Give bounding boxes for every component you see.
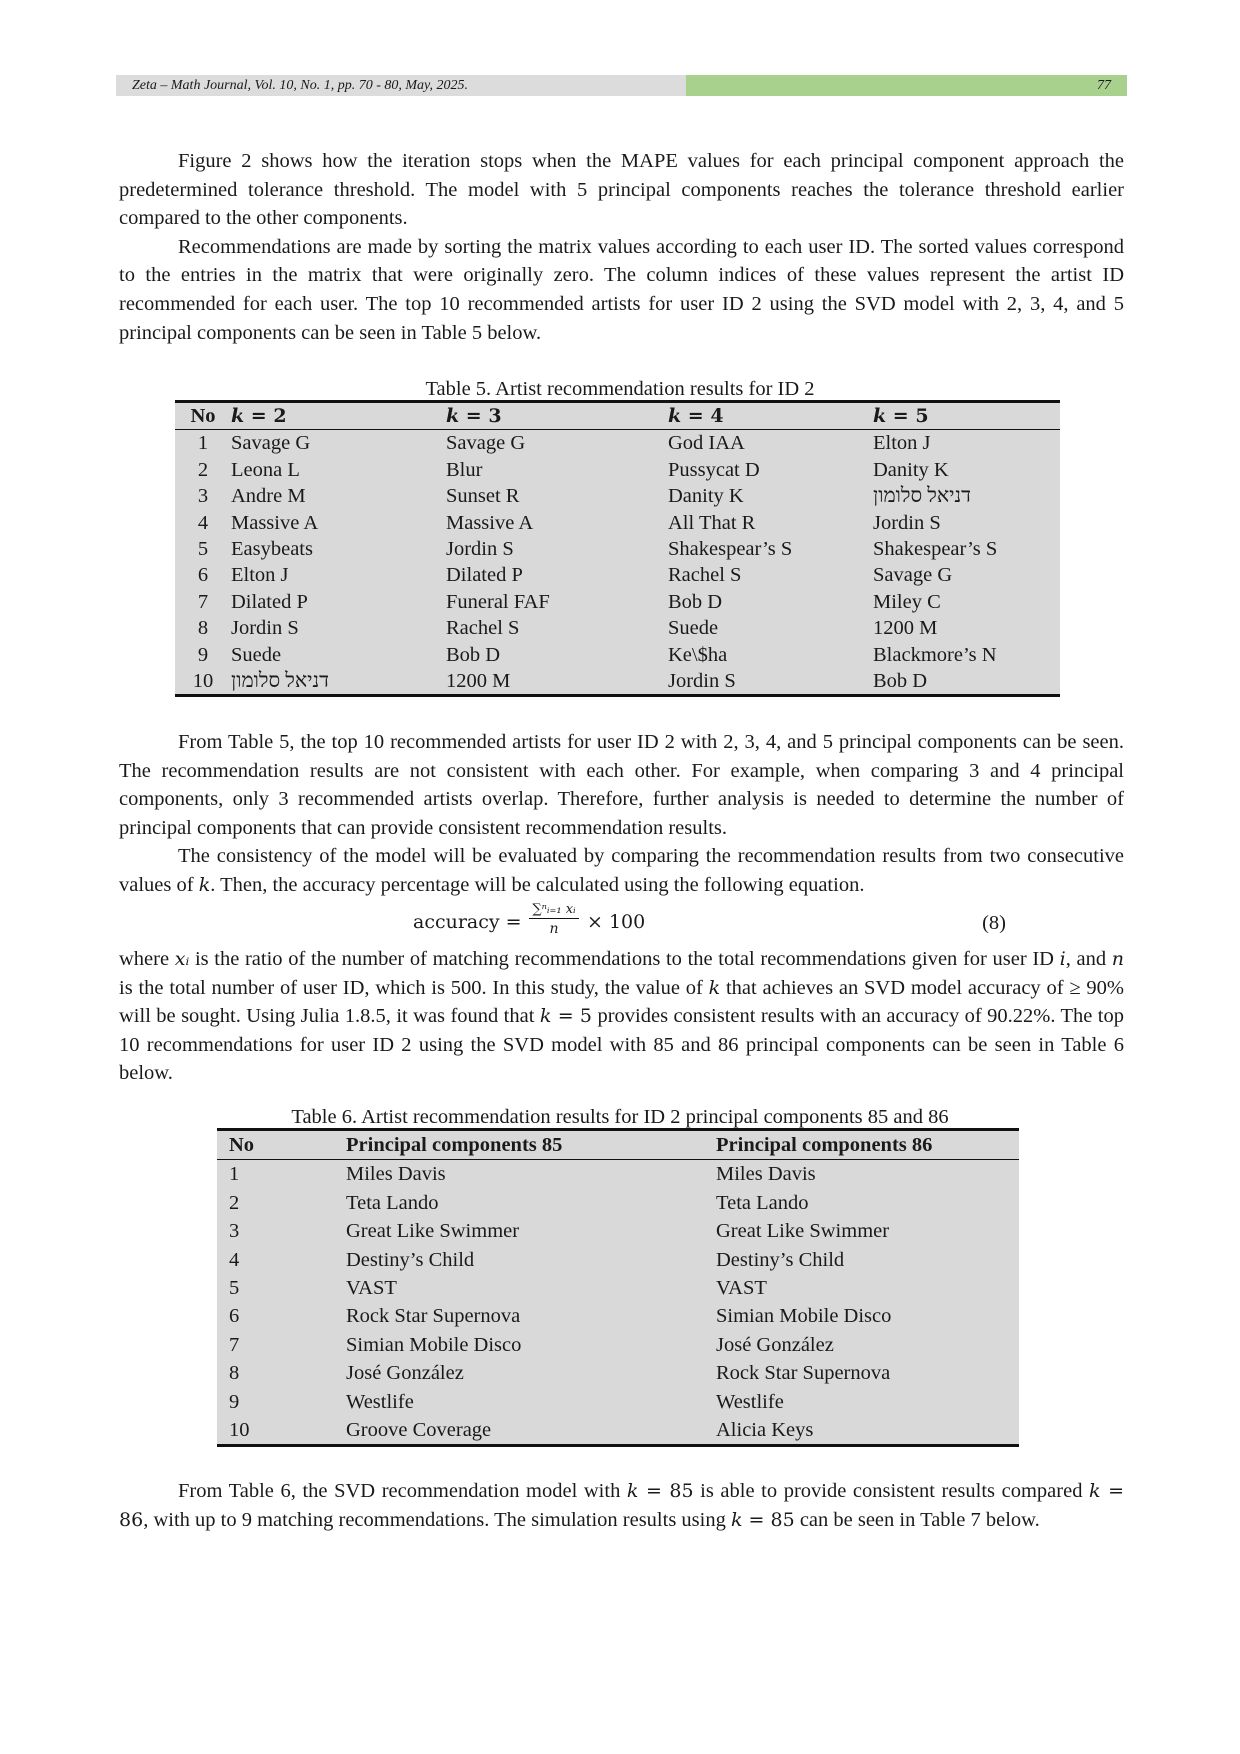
table5-row [175, 430, 1060, 457]
equation-rhs: × 100 [587, 911, 646, 933]
table5-row [175, 536, 1060, 562]
table5-cell-artist: Easybeats [231, 538, 313, 561]
table6-cell-artist: Destiny’s Child [716, 1248, 845, 1271]
table6-cell-artist: Miles Davis [346, 1163, 446, 1186]
table6-cell-no: 5 [229, 1277, 240, 1300]
table5-row [175, 589, 1060, 615]
table5-cell-no: 1 [197, 432, 209, 455]
table6-row [217, 1302, 1019, 1330]
table6-cell-artist: Teta Lando [716, 1191, 809, 1214]
table5-cell-artist: Pussycat D [668, 458, 760, 481]
table5-cell-artist: Bob D [668, 590, 723, 613]
table5-cell-artist: Massive A [446, 511, 534, 534]
table6-cell-no: 4 [229, 1248, 240, 1271]
table5-cell-artist: Danity K [873, 458, 949, 481]
table5-header-k5: k = 5 [873, 402, 1060, 430]
table5-cell-artist: All That R [668, 511, 756, 534]
table6-header-row [217, 1130, 1019, 1160]
table5-cell-artist: Shakespear’s S [668, 538, 793, 561]
equation-8 [119, 902, 1124, 949]
paragraph-recommendations: Recommendations are made by sorting the matrix values according to each user ID. The sorted values correspond to the entries in the matrix that were originally zero. The column indices of these values represent the artist ID recommended for each user. The top 10 recommended artists for user ID 2 using the SVD model with 2, 3, 4, and 5 principal components can be seen in Table 5 below. [119, 235, 1124, 344]
table5-cell-no: 6 [197, 564, 209, 587]
table5-cell-artist: Savage G [446, 432, 526, 455]
table6-cell-artist: Westlife [716, 1390, 784, 1413]
table5-cell-artist: Rachel S [668, 564, 742, 587]
table6-cell-artist: Miles Davis [716, 1163, 816, 1186]
table6-cell-no: 9 [229, 1390, 240, 1413]
table6-cell-artist: José González [346, 1362, 464, 1385]
table5-cell-artist: Blackmore’s N [873, 643, 997, 666]
table6-cell-artist: Teta Lando [346, 1191, 439, 1214]
table6-cell-artist: Groove Coverage [346, 1416, 716, 1446]
table5-cell-artist: דניאל סלומון [873, 485, 972, 508]
table6-cell-no: 8 [229, 1362, 240, 1385]
paragraph-table6-analysis: From Table 6, the SVD recommendation model with k = 85 is able to provide consistent results compared k = 86, with up to 9 matching recommendations. The simulation results using k = 85 can be seen in Table 7 below. [119, 1480, 1124, 1531]
table5-cell-artist: God IAA [668, 432, 745, 455]
table5-cell-artist: Elton J [231, 564, 289, 587]
table5-cell-no: 5 [197, 538, 209, 561]
table5-row [175, 668, 1060, 696]
table6-cell-artist: Rock Star Supernova [346, 1305, 521, 1328]
intro-paragraphs [119, 147, 1124, 347]
table6-cell-artist: Great Like Swimmer [346, 1220, 520, 1243]
table6-cell-artist: VAST [346, 1277, 397, 1300]
table5-cell-no: 4 [197, 511, 209, 534]
table5-header-row [175, 402, 1060, 430]
table6-cell-no: 10 [217, 1416, 346, 1446]
table6-header-pc86: Principal components 86 [716, 1130, 1019, 1160]
table5-cell-no: 2 [197, 458, 209, 481]
table5-row [175, 615, 1060, 641]
table5-cell-artist: Dilated P [446, 564, 523, 587]
table5-cell-no: 10 [175, 668, 231, 696]
table5-cell-artist: Suede [231, 643, 282, 666]
table5-cell-artist: Massive A [231, 511, 319, 534]
table5-cell-artist: Shakespear’s S [873, 538, 998, 561]
table5-cell-artist: Blur [446, 458, 483, 481]
table5-cell-artist: Miley C [873, 590, 941, 613]
paragraph-consistency: The consistency of the model will be evaluated by comparing the recommendation results from two consecutive values of k. Then, the accuracy percentage will be calculated using the following equation. [119, 845, 1124, 896]
table5 [175, 400, 1060, 697]
table6-header-pc85: Principal components 85 [346, 1130, 716, 1160]
equation-number: (8) [982, 912, 1006, 934]
table5-cell-artist: Danity K [668, 485, 744, 508]
table6-row [217, 1359, 1019, 1387]
table5-header-k2: k = 2 [231, 402, 446, 430]
running-header [116, 75, 1127, 96]
table6-cell-artist: Westlife [346, 1390, 414, 1413]
table5-cell-artist: Ke\$ha [668, 643, 728, 666]
table5-cell-artist: Jordin S [446, 538, 514, 561]
table5-row [175, 510, 1060, 536]
table6-header-no: No [217, 1130, 346, 1160]
table5-cell-no: 8 [197, 617, 209, 640]
table5-row [175, 642, 1060, 668]
table6-cell-artist: Alicia Keys [716, 1416, 1019, 1446]
analysis-paragraphs [119, 728, 1124, 900]
equation-numerator: ∑ⁿᵢ₌₁ xᵢ [529, 902, 579, 919]
table5-cell-artist: Funeral FAF [446, 590, 550, 613]
table5-cell-artist: 1200 M [873, 617, 938, 640]
table5-header-k3: k = 3 [446, 402, 668, 430]
table5-row [175, 562, 1060, 588]
table6-cell-artist: Great Like Swimmer [716, 1220, 890, 1243]
table5-cell-no: 7 [197, 590, 209, 613]
table6-cell-artist: Simian Mobile Disco [716, 1305, 892, 1328]
table5-cell-no: 3 [197, 485, 209, 508]
page-number: 77 [686, 75, 1127, 96]
table6-cell-no: 1 [229, 1163, 240, 1186]
paragraph-figure2: Figure 2 shows how the iteration stops when the MAPE values for each principal component approach the predetermined tolerance threshold. The model with 5 principal components reaches the tolerance threshold earlier compared to the other components. [119, 150, 1124, 230]
table5-cell-artist: Bob D [446, 643, 501, 666]
table5-cell-artist: Jordin S [873, 511, 941, 534]
table5-cell-artist: Savage G [231, 432, 311, 455]
table6-row [217, 1331, 1019, 1359]
table6-cell-no: 3 [229, 1220, 240, 1243]
where-paragraph-block [119, 945, 1124, 1088]
table6-cell-no: 6 [229, 1305, 240, 1328]
table5-caption: Table 5. Artist recommendation results for ID 2 [425, 378, 815, 400]
table5-cell-artist: Bob D [873, 668, 1060, 696]
table6-row [217, 1246, 1019, 1274]
paragraph-where: where xᵢ is the ratio of the number of matching recommendations to the total recommendations given for user ID i, and n is the total number of user ID, which is 500. In this study, the value of k that achieves an SVD model accuracy of ≥ 90% will be sought. Using Julia 1.8.5, it was found that k = 5 provides consistent results with an accuracy of 90.22%. The top 10 recommendations for user ID 2 using the SVD model with 85 and 86 principal components can be seen in Table 6 below. [119, 948, 1124, 1085]
table6-row [217, 1388, 1019, 1416]
equation-lhs: accuracy = [413, 911, 522, 933]
table5-cell-artist: Sunset R [446, 485, 520, 508]
equation-denominator: n [549, 921, 559, 937]
table6-cell-no: 7 [229, 1333, 240, 1356]
table6-cell-artist: VAST [716, 1277, 767, 1300]
table5-cell-artist: Jordin S [668, 668, 873, 696]
table6-caption: Table 6. Artist recommendation results for ID 2 principal components 85 and 86 [291, 1106, 949, 1128]
equation-fraction [529, 902, 579, 937]
paragraph-table5-analysis: From Table 5, the top 10 recommended artists for user ID 2 with 2, 3, 4, and 5 principal components can be seen. The recommendation results are not consistent with each other. For example, when comparing 3 and 4 principal components, only 3 recommended artists overlap. Therefore, further analysis is needed to determine the number of principal components that can provide consistent recommendation results. [119, 731, 1124, 839]
table6-row [217, 1189, 1019, 1217]
table6-row [217, 1160, 1019, 1189]
table5-cell-artist: 1200 M [446, 668, 668, 696]
table5-cell-artist: דניאל סלומון [231, 668, 446, 696]
table5-row [175, 483, 1060, 509]
table6-row [217, 1217, 1019, 1245]
table5-header-k4: k = 4 [668, 402, 873, 430]
table5-row [175, 457, 1060, 483]
table5-cell-artist: Savage G [873, 564, 953, 587]
table5-cell-artist: Suede [668, 617, 719, 640]
table6-cell-artist: Rock Star Supernova [716, 1362, 891, 1385]
table5-cell-artist: Elton J [873, 432, 931, 455]
table5-cell-artist: Andre M [231, 485, 306, 508]
table5-cell-artist: Rachel S [446, 617, 520, 640]
table5-header-no: No [175, 402, 231, 430]
table6-row [217, 1274, 1019, 1302]
table6-row [217, 1416, 1019, 1446]
table6 [217, 1128, 1019, 1447]
table6-cell-artist: Simian Mobile Disco [346, 1333, 522, 1356]
table5-cell-artist: Leona L [231, 458, 300, 481]
table6-cell-artist: Destiny’s Child [346, 1248, 475, 1271]
table6-cell-no: 2 [229, 1191, 240, 1214]
table5-cell-artist: Jordin S [231, 617, 299, 640]
table5-cell-artist: Dilated P [231, 590, 308, 613]
table5-cell-no: 9 [197, 643, 209, 666]
conclusion-paragraph-block [119, 1477, 1124, 1534]
journal-citation: Zeta – Math Journal, Vol. 10, No. 1, pp. 70 - 80, May, 2025. [116, 75, 686, 96]
table6-cell-artist: José González [716, 1333, 834, 1356]
